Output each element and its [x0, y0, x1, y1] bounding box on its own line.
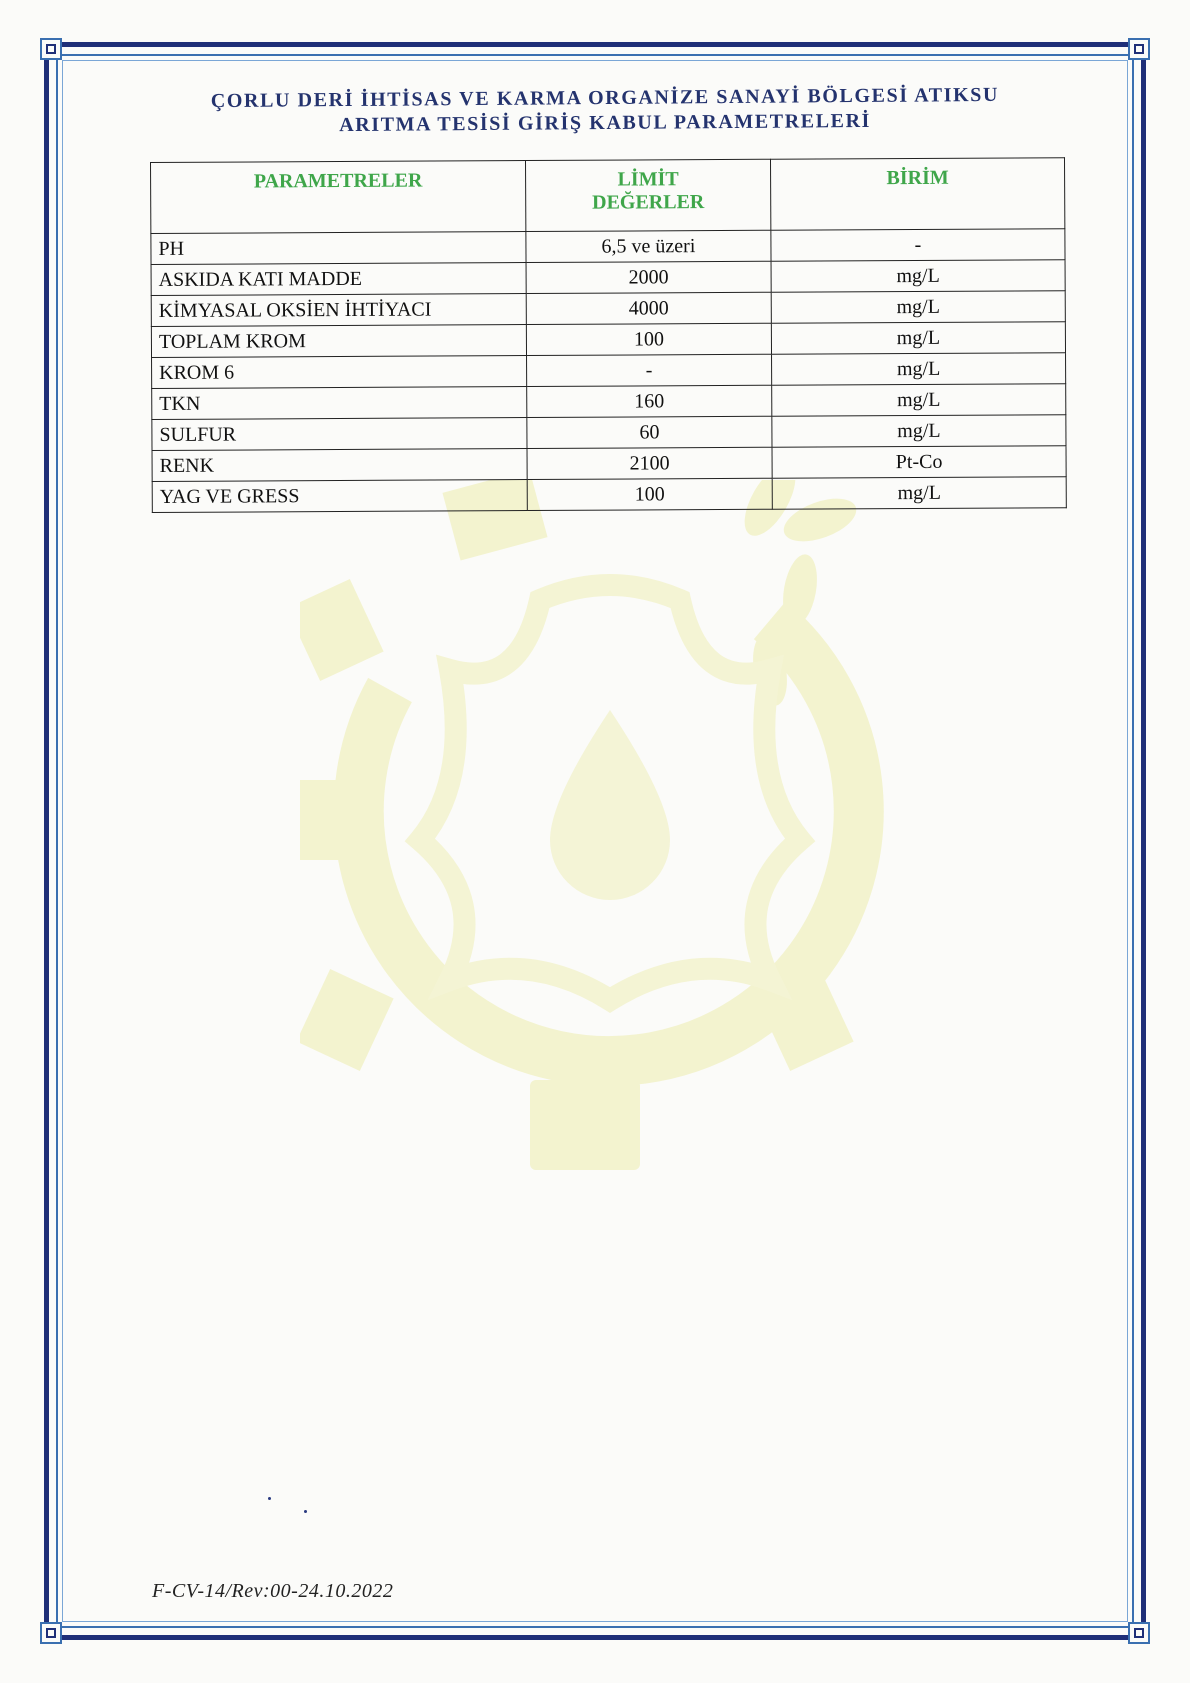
border-corner-ornament — [1128, 38, 1150, 60]
table-row — [152, 384, 1066, 420]
form-revision-code: F-CV-14/Rev:00-24.10.2022 — [152, 1580, 394, 1602]
cell-unit: mg/L — [771, 322, 1065, 355]
document-title — [140, 82, 1070, 139]
table-row — [152, 446, 1066, 482]
scan-speck — [268, 1497, 271, 1500]
cell-limit: 60 — [527, 416, 772, 448]
header-limit-line-1: LİMİT — [617, 168, 679, 191]
table-row — [151, 229, 1065, 265]
table-row — [152, 477, 1066, 513]
cell-limit: 100 — [527, 478, 772, 510]
header-limit-values — [525, 159, 770, 231]
cell-parameter: TOPLAM KROM — [151, 325, 526, 358]
cell-limit: 6,5 ve üzeri — [526, 230, 771, 262]
parameters-table — [150, 157, 1067, 513]
cell-parameter: PH — [151, 232, 526, 265]
cell-unit: mg/L — [772, 477, 1066, 510]
cell-unit: mg/L — [771, 260, 1065, 293]
cell-parameter: ASKIDA KATI MADDE — [151, 263, 526, 296]
cell-parameter: YAG VE GRESS — [152, 480, 527, 513]
table-row — [151, 291, 1065, 327]
header-limit-line-2: DEĞERLER — [592, 191, 705, 214]
table-row — [151, 260, 1065, 296]
cell-unit: mg/L — [771, 291, 1065, 324]
cell-unit: - — [771, 229, 1065, 262]
border-corner-ornament — [40, 38, 62, 60]
table-row — [152, 353, 1066, 389]
cell-parameter: KROM 6 — [152, 356, 527, 389]
header-unit: BİRİM — [770, 158, 1064, 231]
title-line-2: ARITMA TESİSİ GİRİŞ KABUL PARAMETRELERİ — [339, 109, 872, 137]
cell-limit: 2100 — [527, 447, 772, 479]
border-corner-ornament — [1128, 1622, 1150, 1644]
cell-unit: mg/L — [772, 415, 1066, 448]
table-row — [152, 415, 1066, 451]
header-parameters: PARAMETRELER — [151, 161, 526, 234]
cell-parameter: TKN — [152, 387, 527, 420]
cell-limit: 4000 — [526, 292, 771, 324]
cell-limit: 160 — [527, 385, 772, 417]
cell-unit: Pt-Co — [772, 446, 1066, 479]
cell-limit: 100 — [526, 323, 771, 355]
table-header-row — [151, 158, 1065, 234]
cell-parameter: SULFUR — [152, 418, 527, 451]
cell-parameter: RENK — [152, 449, 527, 482]
table-row — [151, 322, 1065, 358]
cell-parameter: KİMYASAL OKSİEN İHTİYACI — [151, 294, 526, 327]
border-corner-ornament — [40, 1622, 62, 1644]
cell-limit: - — [527, 354, 772, 386]
cell-unit: mg/L — [772, 353, 1066, 386]
cell-limit: 2000 — [526, 261, 771, 293]
cell-unit: mg/L — [772, 384, 1066, 417]
scan-speck — [304, 1510, 307, 1513]
title-line-1: ÇORLU DERİ İHTİSAS VE KARMA ORGANİZE SANAYİ BÖLGESİ ATIKSU — [210, 83, 1000, 113]
